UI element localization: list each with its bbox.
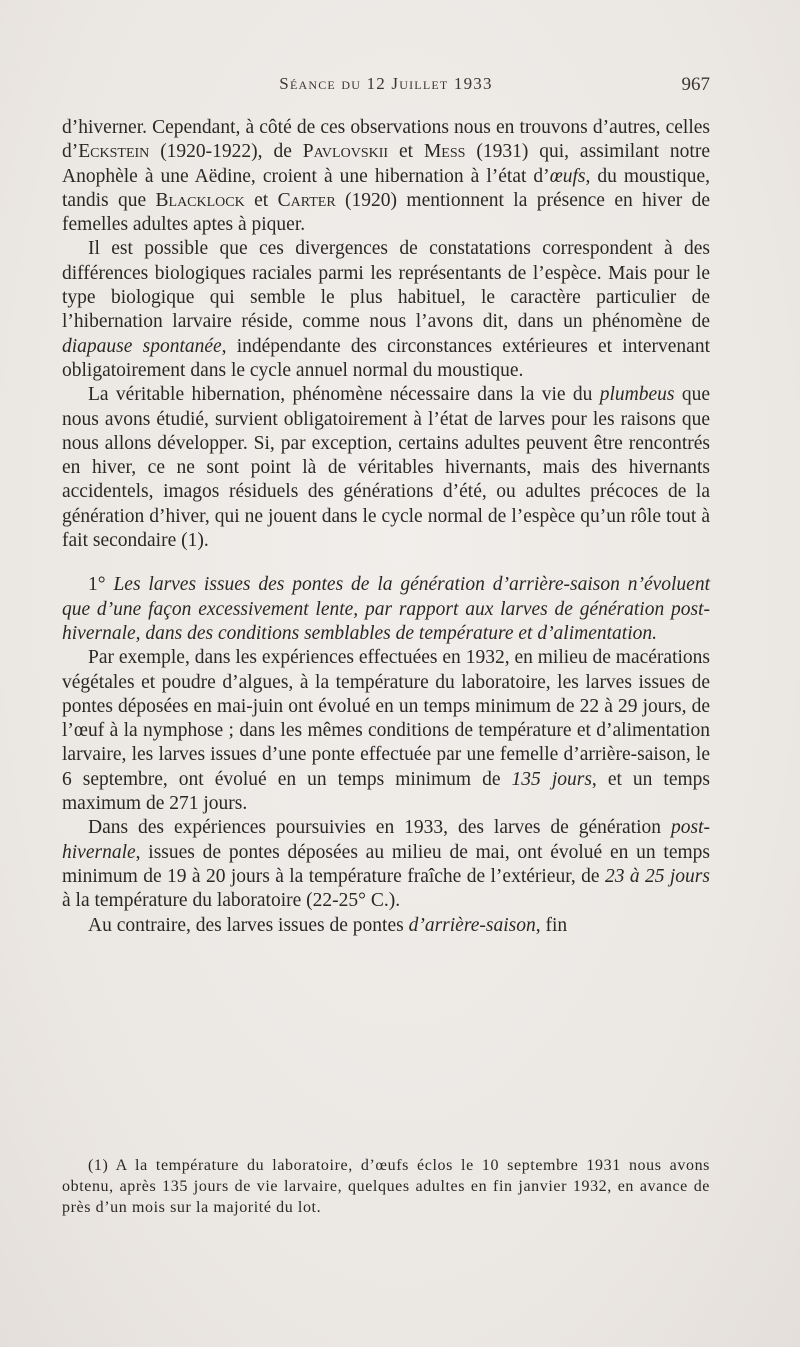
paragraph-6-text-b: , issues de pontes déposées au milieu de mai, ont évolué en un temps minimum de 19 à 20 jours à la température fraîche de l’extérieur, de <box>62 841 710 887</box>
author-name-mess: Mess <box>423 141 466 163</box>
italic-term-post-hivernale: post-hivernale <box>62 817 710 863</box>
paragraph-1-text-a: d’hiverner. Cependant, à côté de ces observations nous en trouvons d’autres, celles d’ <box>62 117 710 163</box>
author-name-carter: Carter <box>277 189 336 211</box>
page-number: 967 <box>681 74 710 95</box>
running-title: Séance du 12 Juillet 1933 <box>279 74 493 93</box>
running-header <box>62 74 710 104</box>
paragraph-2-text-a: Il est possible que ces divergences de constatations correspondent à des différences biologiques raciales parmi les représentants de l’espèce. Mais pour le type biologique qui semble le plus habituel, le caractère particulier de l’hibernation larvaire réside, comme nous l’avons dit, dans un phénomène de <box>62 238 710 333</box>
paragraph-3 <box>62 383 710 553</box>
italic-term-23-25-jours: 23 à 25 jours <box>604 865 710 887</box>
italic-term-oeufs: œufs <box>549 165 586 187</box>
paragraph-2-text-b: , indépendante des circonstances extérieures et intervenant obligatoirement dans le cycle annuel normal du moustique. <box>62 335 710 381</box>
italic-term-diapause: diapause spontanée <box>62 335 222 357</box>
body-text <box>62 116 710 938</box>
proposition-number: 1° <box>88 574 106 596</box>
paragraph-1-text-b: (1920-1922), de <box>149 141 303 163</box>
author-name-eckstein: Eckstein <box>78 141 150 163</box>
paragraph-7-text-b: , fin <box>535 914 568 936</box>
paragraph-2 <box>62 237 710 383</box>
paragraph-3-text-a: La véritable hibernation, phénomène nécessaire dans la vie du <box>88 384 600 406</box>
italic-term-135-jours: 135 jours <box>511 768 592 790</box>
paragraph-5-text-a: Par exemple, dans les expériences effectuées en 1932, en milieu de macérations végétales et poudre d’algues, à la température du laboratoire, les larves issues de pontes déposées en mai-juin ont évolué en un temps minimum de 22 à 29 jours, de l’œuf à la nymphose ; dans les mêmes conditions de température et d’alimentation larvaire, les larves issues d’une ponte effectuée par une femelle d’arrière-saison, le 6 septembre, ont évolué en un temps minimum de <box>62 647 710 790</box>
proposition-text: Les larves issues des pontes de la génération d’arrière-saison n’évoluent que d’une façon excessivement lente, par rapport aux larves de génération post-hivernale, dans des conditions semblables de température et d’alimentation. <box>62 574 710 644</box>
paragraph-7 <box>62 914 710 938</box>
italic-term-plumbeus: plumbeus <box>599 384 675 406</box>
paragraph-7-text-a: Au contraire, des larves issues de pontes <box>88 914 409 936</box>
paragraph-5 <box>62 646 710 816</box>
paragraph-5-text-b: , et un temps maximum de 271 jours. <box>62 768 710 815</box>
paragraph-1-text-f: et <box>244 189 278 211</box>
paragraph-6-text-a: Dans des expériences poursuivies en 1933, des larves de génération <box>88 817 671 839</box>
paragraph-6 <box>62 816 710 913</box>
paragraph-1-text-g: (1920) mentionnent la présence en hiver de femelles adultes aptes à piquer. <box>62 189 711 236</box>
author-name-pavlovskii: Pavlovskii <box>302 141 389 163</box>
paragraph-1-text-d: (1931) qui, assimilant notre Anophèle à une Aëdine, croient à une hibernation à l’état d’ <box>62 141 710 187</box>
paragraph-3-text-b: que nous avons étudié, survient obligatoirement à l’état de larves pour les raisons que nous allons développer. Si, par exception, certains adultes peuvent être rencontrés en hiver, ce ne sont point là de véritables hivernants, mais des hivernants accidentels, imagos résiduels des générations d’été, ou adultes précoces de la génération d’hiver, qui ne jouent dans le cycle normal de l’espèce qu’un rôle tout à fait secondaire (1). <box>62 384 710 552</box>
author-name-blacklock: Blacklock <box>155 189 245 211</box>
paragraph-1 <box>62 116 710 237</box>
italic-term-arriere-saison: d’arrière-saison <box>408 914 536 936</box>
paragraph-1-text-e: , du moustique, tandis que <box>62 165 710 211</box>
section-gap <box>62 553 710 573</box>
paragraph-6-text-c: à la température du laboratoire (22-25° C.). <box>62 890 401 912</box>
numbered-proposition-1 <box>62 573 710 646</box>
footnote: (1) A la température du laboratoire, d’œufs éclos le 10 septembre 1931 nous avons obtenu, après 135 jours de vie larvaire, quelques adultes en fin janvier 1932, en avance de près d’un mois sur la majorité du lot. <box>62 1157 710 1216</box>
paragraph-1-text-c: et <box>388 141 424 163</box>
